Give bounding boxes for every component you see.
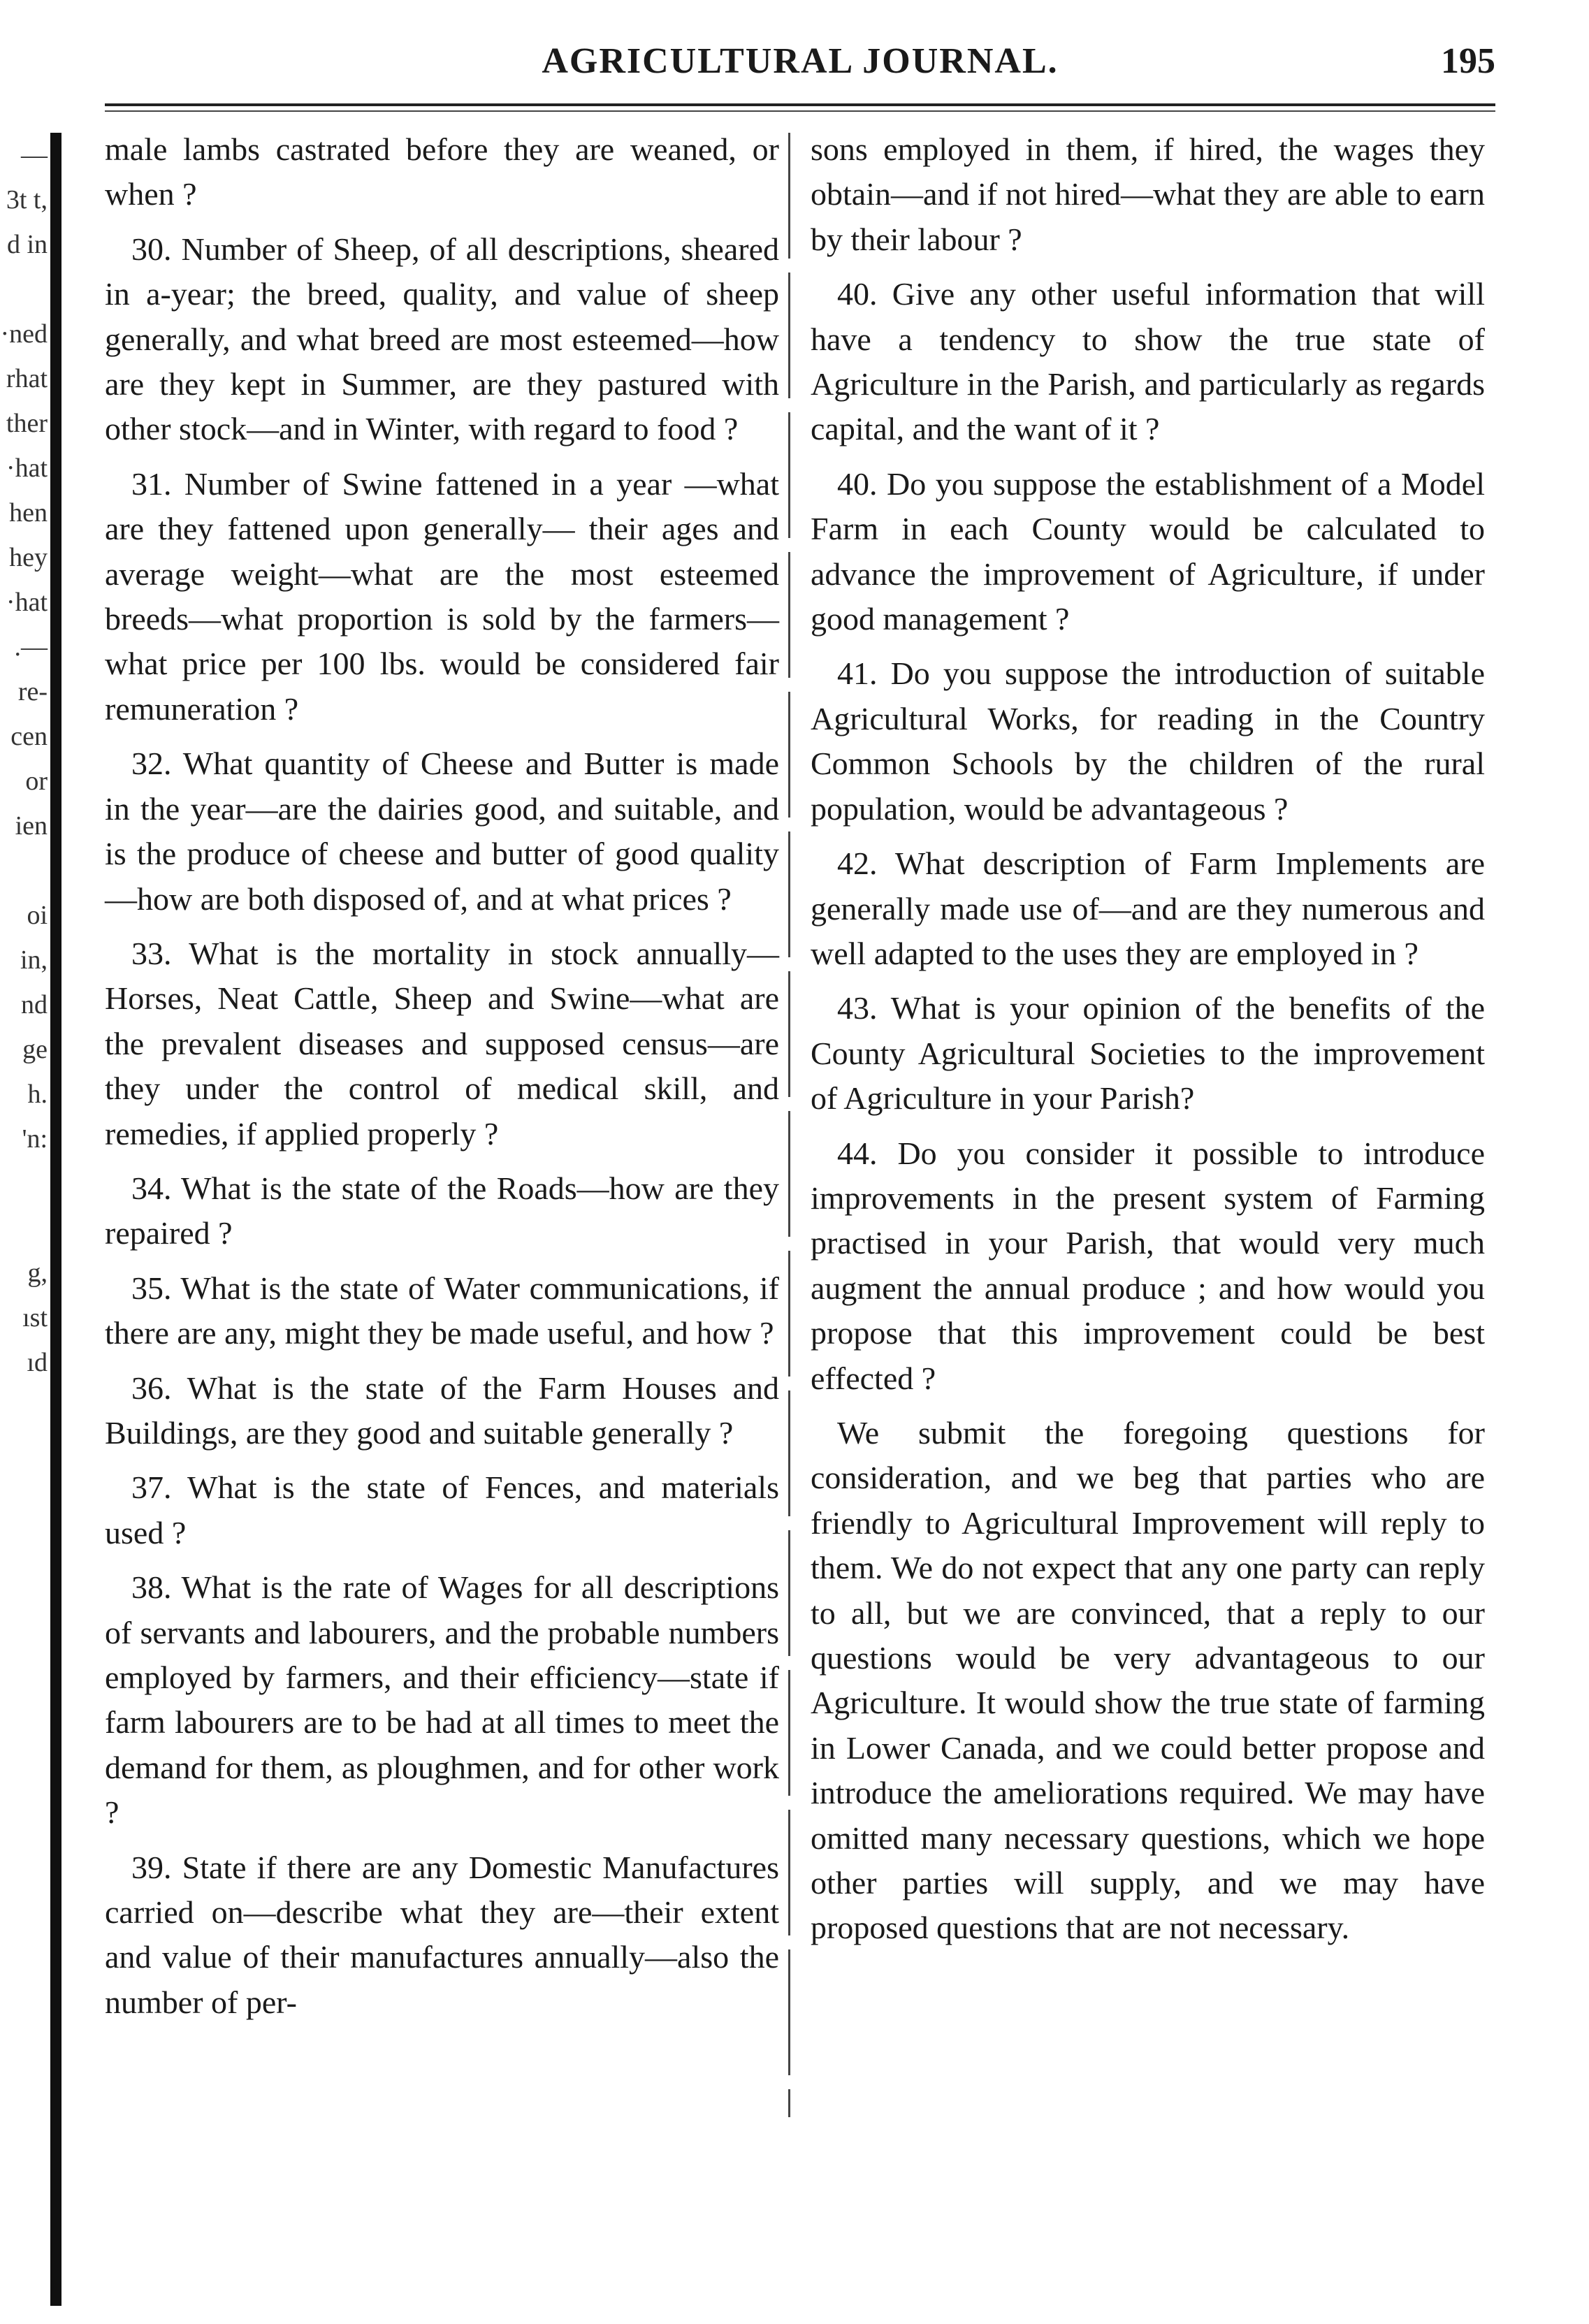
paragraph: 34. What is the state of the Roads—how are they repaired ?	[105, 1170, 779, 1251]
margin-fragment: ıst	[22, 1303, 48, 1332]
margin-fragment: d in	[6, 230, 48, 259]
margin-fragment: re-	[17, 677, 48, 706]
margin-fragment: rhat	[6, 364, 48, 393]
margin-fragment: ·ned	[0, 319, 48, 349]
paragraph: 42. What description of Farm Implements are generally made use of—and are they numerous and well adapted to the uses they are employed in ?	[811, 845, 1485, 971]
paragraph: We submit the foregoing questions for consideration, and we beg that parties who are friendly to Agricultural Improvement will reply to them. We do not expect that any one party can reply to all, but we are convinced, that a reply to our questions would be very advantageous to our Agriculture. It would show the true state of farming in Lower Canada, and we could better propose and introduce the ameliorations required. We may have omitted many necessary questions, which we hope other parties will supply, and we may have proposed questions that are not necessary.	[811, 1414, 1485, 1946]
margin-fragment	[0, 267, 49, 312]
margin-fragment: or	[25, 767, 48, 796]
margin-fragment: 'n:	[22, 1124, 48, 1154]
header-rule-thin	[105, 110, 1495, 112]
paragraph: 33. What is the mortality in stock annually—Horses, Neat Cattle, Sheep and Swine—what are the prevalent diseases and supposed census—are they under the control of medical skill, and remedies, if applied properly ?	[105, 935, 779, 1152]
paragraph: 32. What quantity of Cheese and Butter is made in the year—are the dairies good, and suitable, and is the produce of cheese and butter of good quality—how are both disposed of, and at what prices ?	[105, 746, 779, 917]
margin-fragment: g,	[27, 1258, 48, 1288]
paragraph: 30. Number of Sheep, of all descriptions, sheared in a-year; the breed, quality, and value of sheep generally, and what breed are most esteemed—how are they kept in Summer, are they pastured with other stock—and in Winter, with regard to food ?	[105, 231, 779, 447]
margin-fragment: —	[21, 140, 48, 170]
margin-fragment: hen	[9, 498, 48, 528]
running-head: AGRICULTURAL JOURNAL.	[542, 41, 1059, 81]
margin-fragment: ge	[22, 1035, 48, 1064]
paragraph: 40. Give any other useful information that will have a tendency to show the true state of Agriculture in the Parish, and particularly as regards capital, and the want of it ?	[811, 276, 1485, 447]
page-header	[105, 41, 1495, 96]
paragraph: 35. What is the state of Water communications, if there are any, might they be made useful, and how ?	[105, 1270, 779, 1351]
facing-page-margin-fragments	[0, 133, 49, 2159]
header-rule-thick	[105, 103, 1495, 106]
margin-fragment: oi	[27, 901, 48, 930]
margin-fragment: 3t t,	[6, 185, 48, 215]
margin-fragment: hey	[9, 543, 48, 572]
paragraph: 43. What is your opinion of the benefits of the County Agricultural Societies to the improvement of Agriculture in your Parish?	[811, 990, 1485, 1117]
paragraph: 31. Number of Swine fattened in a year —what are they fattened upon generally— their ages and average weight—what are the most esteemed breeds—what proportion is sold by the farmers—what price per 100 lbs. would be considered fair remuneration ?	[105, 465, 779, 727]
paragraph: male lambs castrated before they are weaned, or when ?	[105, 131, 779, 212]
left-column	[105, 127, 779, 2035]
page-number: 195	[1441, 41, 1495, 81]
margin-fragment: ·hat	[6, 453, 48, 483]
paragraph: 40. Do you suppose the establishment of a Model Farm in each County would be calculated to advance the improvement of Agriculture, if under good management ?	[811, 465, 1485, 637]
margin-fragment	[0, 1161, 49, 1206]
margin-fragment: ·hat	[6, 588, 48, 617]
right-column	[811, 127, 1485, 1961]
margin-fragment: cen	[10, 722, 48, 751]
margin-fragment	[0, 1206, 49, 1251]
margin-fragment: ien	[15, 811, 48, 841]
paragraph: 38. What is the rate of Wages for all descriptions of servants and labourers, and the probable numbers employed by farmers, and their efficiency—state if farm labourers are to be had at all times to meet the demand for them, as ploughmen, and for other work ?	[105, 1569, 779, 1831]
paragraph: 44. Do you consider it possible to introduce improvements in the present system of Farming practised in your Parish, that would very much augment the annual produce ; and how would you propose that this improvement could be best effected ?	[811, 1135, 1485, 1396]
column-divider	[788, 133, 790, 2117]
margin-fragment	[0, 848, 49, 893]
paragraph: 41. Do you suppose the introduction of suitable Agricultural Works, for reading in the Country Common Schools by the children of the rural population, would be advantageous ?	[811, 655, 1485, 827]
margin-fragment: .—	[14, 632, 48, 662]
margin-fragment: in,	[20, 945, 48, 975]
margin-fragment: h.	[27, 1080, 48, 1109]
paragraph: 36. What is the state of the Farm Houses and Buildings, are they good and suitable generally ?	[105, 1370, 779, 1451]
margin-fragment: ıd	[27, 1348, 48, 1377]
paragraph: 37. What is the state of Fences, and materials used ?	[105, 1469, 779, 1550]
page-binding-edge	[50, 133, 61, 2306]
paragraph: sons employed in them, if hired, the wages they obtain—and if not hired—what they are able to earn by their labour ?	[811, 131, 1485, 257]
paragraph: 39. State if there are any Domestic Manufactures carried on—describe what they are—their extent and value of their manufactures annually—also the number of per-	[105, 1849, 779, 2020]
margin-fragment: ther	[6, 409, 48, 438]
margin-fragment: nd	[21, 990, 48, 1019]
